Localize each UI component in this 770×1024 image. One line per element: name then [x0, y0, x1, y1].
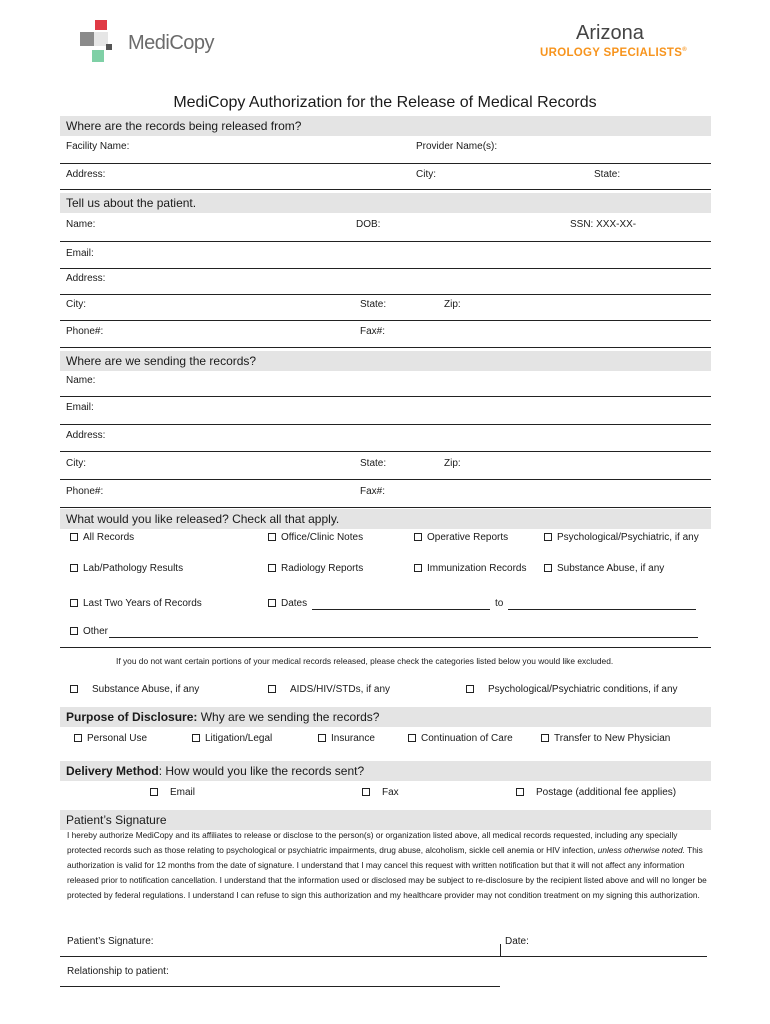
patient-city-label: City:: [66, 299, 86, 310]
checkbox-office-notes[interactable]: Office/Clinic Notes: [268, 532, 363, 543]
recipient-email-label: Email:: [66, 402, 94, 413]
checkbox-box[interactable]: [516, 788, 524, 796]
checkbox-box[interactable]: [414, 533, 422, 541]
patient-state-label: State:: [360, 299, 387, 310]
recipient-phone-field-line[interactable]: [60, 507, 711, 508]
checkbox-box[interactable]: [150, 788, 158, 796]
checkbox-box[interactable]: [268, 599, 276, 607]
patient-address-label: Address:: [66, 273, 106, 284]
checkbox-other[interactable]: Other: [70, 626, 108, 637]
patient-fax-label: Fax#:: [360, 326, 386, 337]
patient-ssn-label: SSN: XXX-XX-: [570, 219, 637, 230]
signature-heading: Patient’s Signature: [60, 810, 711, 830]
patient-name-label: Name:: [66, 219, 96, 230]
recipient-city-field-line[interactable]: [60, 479, 711, 480]
checkbox-lab-results[interactable]: Lab/Pathology Results: [70, 563, 183, 574]
recipient-fax-label: Fax#:: [360, 486, 386, 497]
medicopy-logo: [78, 18, 228, 66]
recipient-city-label: City:: [66, 458, 86, 469]
recipient-phone-label: Phone#:: [66, 486, 104, 497]
recipient-state-label: State:: [360, 458, 387, 469]
patient-phone-label: Phone#:: [66, 326, 104, 337]
checkbox-transfer[interactable]: Transfer to New Physician: [541, 733, 670, 744]
signature-field-line[interactable]: [60, 956, 500, 957]
checkbox-operative-reports[interactable]: Operative Reports: [414, 532, 508, 543]
checkbox-box[interactable]: [544, 533, 552, 541]
patient-city-field-line[interactable]: [60, 320, 711, 321]
checkbox-box[interactable]: [466, 685, 474, 693]
checkbox-immunization[interactable]: Immunization Records: [414, 563, 526, 574]
source-city-label: City:: [416, 169, 436, 180]
checkbox-box[interactable]: [192, 734, 200, 742]
release-divider: [60, 647, 711, 648]
checkbox-box[interactable]: [408, 734, 416, 742]
facility-field-line[interactable]: [60, 163, 711, 164]
checkbox-box[interactable]: [70, 685, 78, 693]
checkbox-box[interactable]: [268, 564, 276, 572]
checkbox-exclude-aids[interactable]: AIDS/HIV/STDs, if any: [268, 684, 390, 695]
partner-name: Arizona: [576, 22, 644, 44]
patient-email-label: Email:: [66, 248, 94, 259]
partner-logo: [540, 22, 700, 66]
patient-email-field-line[interactable]: [60, 268, 711, 269]
form-title: MediCopy Authorization for the Release of Medical Records: [173, 94, 597, 111]
checkbox-box[interactable]: [362, 788, 370, 796]
signature-date-label: Date:: [505, 936, 529, 947]
medicopy-logo-mark: [78, 18, 128, 66]
checkbox-personal-use[interactable]: Personal Use: [74, 733, 147, 744]
checkbox-dates[interactable]: Dates: [268, 598, 307, 609]
recipient-zip-label: Zip:: [444, 458, 461, 469]
source-state-label: State:: [594, 169, 621, 180]
checkbox-box[interactable]: [318, 734, 326, 742]
purpose-heading: Purpose of Disclosure: Why are we sending the records?: [60, 707, 711, 727]
checkbox-box[interactable]: [544, 564, 552, 572]
date-field-line[interactable]: [500, 956, 707, 957]
checkbox-radiology[interactable]: Radiology Reports: [268, 563, 363, 574]
dates-to-label: to: [495, 598, 504, 609]
source-address-field-line[interactable]: [60, 189, 711, 190]
patient-dob-label: DOB:: [356, 219, 381, 230]
checkbox-box[interactable]: [268, 533, 276, 541]
recipient-address-field-line[interactable]: [60, 451, 711, 452]
checkbox-delivery-postage[interactable]: Postage (additional fee applies): [516, 787, 676, 798]
facility-name-label: Facility Name:: [66, 141, 130, 152]
recipient-heading: Where are we sending the records?: [60, 351, 711, 371]
checkbox-litigation[interactable]: Litigation/Legal: [192, 733, 272, 744]
source-address-label: Address:: [66, 169, 106, 180]
patient-phone-field-line[interactable]: [60, 347, 711, 348]
exclude-note: If you do not want certain portions of your medical records released, please check the categories listed below you would like excluded.: [116, 656, 614, 666]
recipient-name-field-line[interactable]: [60, 396, 711, 397]
patient-zip-label: Zip:: [444, 299, 461, 310]
partner-subtitle: UROLOGY SPECIALISTS®: [540, 47, 687, 59]
checkbox-exclude-substance[interactable]: Substance Abuse, if any: [70, 684, 199, 695]
checkbox-box[interactable]: [268, 685, 276, 693]
provider-name-label: Provider Name(s):: [416, 141, 498, 152]
recipient-address-label: Address:: [66, 430, 106, 441]
checkbox-box[interactable]: [74, 734, 82, 742]
source-heading: Where are the records being released from?: [60, 116, 711, 136]
recipient-name-label: Name:: [66, 375, 96, 386]
checkbox-exclude-psych[interactable]: Psychological/Psychiatric conditions, if any: [466, 684, 678, 695]
checkbox-psych[interactable]: Psychological/Psychiatric, if any: [544, 532, 699, 543]
patient-heading: Tell us about the patient.: [60, 193, 711, 213]
checkbox-box[interactable]: [70, 627, 78, 635]
recipient-email-field-line[interactable]: [60, 424, 711, 425]
checkbox-box[interactable]: [414, 564, 422, 572]
checkbox-delivery-fax[interactable]: Fax: [362, 787, 399, 798]
other-field[interactable]: [109, 637, 698, 638]
patient-address-field-line[interactable]: [60, 294, 711, 295]
checkbox-two-years[interactable]: Last Two Years of Records: [70, 598, 202, 609]
dates-to-field[interactable]: [508, 609, 696, 610]
checkbox-box[interactable]: [70, 533, 78, 541]
medicopy-logo-text: MediCopy: [128, 32, 215, 54]
dates-from-field[interactable]: [312, 609, 490, 610]
checkbox-continuation[interactable]: Continuation of Care: [408, 733, 513, 744]
delivery-heading: Delivery Method: How would you like the records sent?: [60, 761, 711, 781]
checkbox-substance[interactable]: Substance Abuse, if any: [544, 563, 664, 574]
checkbox-box[interactable]: [70, 564, 78, 572]
checkbox-box[interactable]: [70, 599, 78, 607]
patient-name-field-line[interactable]: [60, 241, 711, 242]
checkbox-all-records[interactable]: All Records: [70, 532, 134, 543]
relationship-field-line[interactable]: [60, 986, 500, 987]
release-heading: What would you like released? Check all that apply.: [60, 509, 711, 529]
checkbox-insurance[interactable]: Insurance: [318, 733, 375, 744]
checkbox-delivery-email[interactable]: Email: [150, 787, 195, 798]
relationship-label: Relationship to patient:: [67, 966, 169, 977]
patient-signature-label: Patient’s Signature:: [67, 936, 154, 947]
checkbox-box[interactable]: [541, 734, 549, 742]
authorization-text: I hereby authorize MediCopy and its affiliates to release or disclose to the person(s) or organization listed above, all medical records requested, including any specially protected records such as those relating to psychological or psychiatric impairments, drug abuse, alcoholism, sickle cell anemia or HIV infection, unless otherwise noted. This authorization is valid for 12 months from the date of signature. I understand that I may cancel this request with written notification but that it will not affect any information released prior to notification cancellation. I understand that the information used or disclosed may be subject to re-disclosure by the recipient listed above and will no longer be protected by federal regulations. I understand I can refuse to sign this authorization and my healthcare provider may not condition treatment on my signing this authorization.: [67, 830, 707, 900]
